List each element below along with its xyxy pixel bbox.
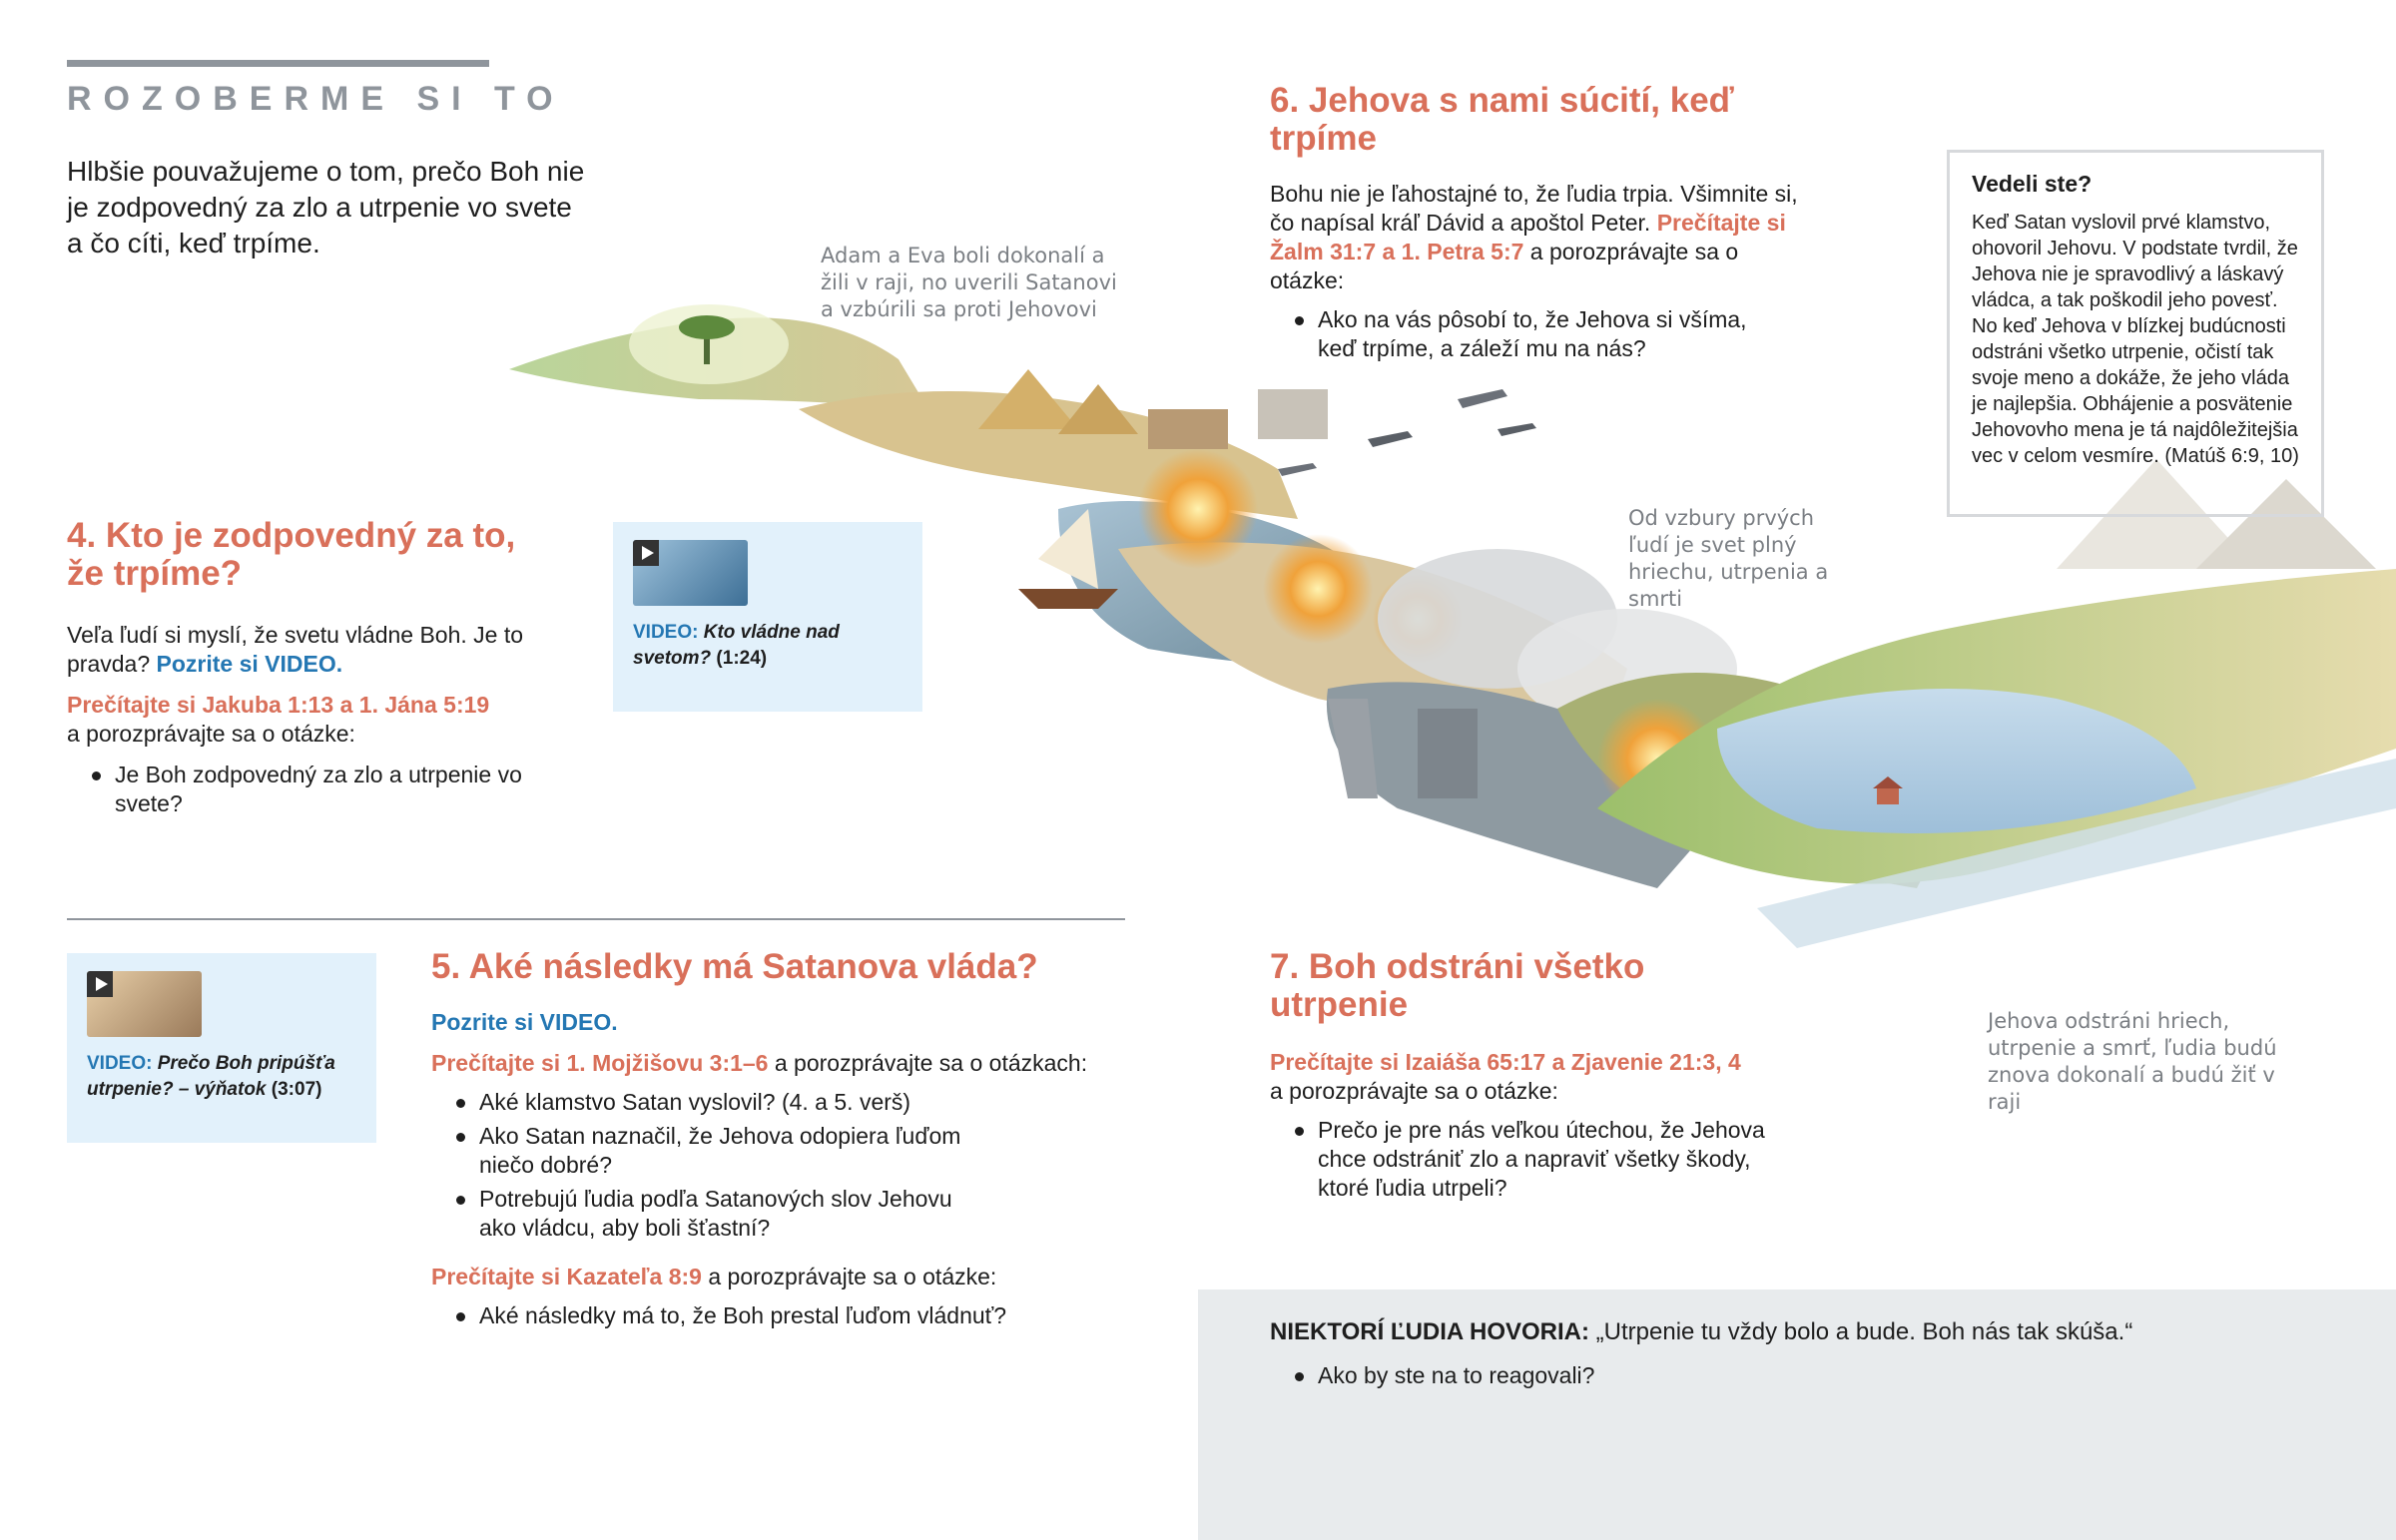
some-people-say-questions [1270,1361,2168,1395]
video-card-section-4[interactable] [613,522,922,712]
question-item: Ako na vás pôsobí to, že Jehova si všíma, keď trpíme, a záleží mu na nás? [1270,305,1769,363]
some-people-say-line [1270,1317,2368,1346]
section-6-reference[interactable]: Prečítajte si Žalm 31:7 a 1. Petra 5:7 [1270,210,1786,264]
did-you-know-title: Vedeli ste? [1972,171,2093,197]
did-you-know-body: Keď Satan vyslovil prvé klamstvo, ohovoril Jehovu. V podstate tvrdil, že Jehova nie je spravodlivý a láskavý vládca, a tak poškodil jeho povesť. No keď Jehova v blízkej budúcnosti odstráni všetko utrpenie, očistí tak svoje meno a dokáže, že jeho vláda je najlepšia. Obhájenie a posvätenie Jehovovho mena je tá najdôležitejšia vec v celom vesmíre. (Matúš 6:9, 10) [1972,212,2299,467]
section-6-questions [1270,305,1769,363]
header-rule [67,60,489,67]
video-caption: VIDEO: Kto vládne nad svetom? (1:24) [633,622,840,669]
question-item: Je Boh zodpovedný za zlo a utrpenie vo svete? [67,761,526,818]
section-5-reading-2: Prečítajte si Kazateľa 8:9 a porozprávajte sa o otázke: [431,1264,997,1289]
section-4-video-link[interactable]: Pozrite si VIDEO. [156,651,343,677]
question-item: Ako by ste na to reagovali? [1270,1361,2168,1390]
section-5-reference-2[interactable]: Prečítajte si Kazateľa 8:9 [431,1264,702,1289]
video-thumbnail[interactable] [633,540,748,606]
some-people-say-box [1198,1289,2396,1540]
play-icon[interactable] [633,540,659,566]
question-item: Potrebujú ľudia podľa Satanových slov Jehovu ako vládcu, aby boli šťastní? [431,1185,990,1243]
question-item: Aké následky má to, že Boh prestal ľuďom vládnuť? [431,1301,1130,1330]
section-5-reading-1: Prečítajte si 1. Mojžišovu 3:1–6 a porozprávajte sa o otázkach: [431,1050,1088,1076]
section-7 [1270,948,1789,1208]
section-4-questions [67,761,526,818]
section-4-text: Veľa ľudí si myslí, že svetu vládne Boh. Je to pravda? Pozrite si VIDEO. [67,622,524,677]
caption-adam-eve: Adam a Eva boli dokonalí a žili v raji, no uverili Satanovi a vzbúrili sa proti Jehovovi [821,244,1117,321]
section-eyebrow: ROZOBERME SI TO [67,80,565,118]
section-6-text: Bohu nie je ľahostajné to, že ľudia trpia. Všimnite si, čo napísal kráľ Dávid a apoštol Peter. Prečítajte si Žalm 31:7 a 1. Petra 5:7 a porozprávajte sa o otázke: [1270,181,1798,293]
section-6-title: 6. Jehova s nami súcití, keď trpíme [1270,81,1734,158]
section-5-questions-1 [431,1088,990,1243]
intro-text: Hlbšie pouvažujeme o tom, prečo Boh nie je zodpovedný za zlo a utrpenie vo svete a čo cíti, keď trpíme. [67,156,585,258]
section-7-reading: Prečítajte si Izaiáša 65:17 a Zjavenie 21:3, 4 a porozprávajte sa o otázke: [1270,1049,1741,1104]
some-people-say-quote: „Utrpenie tu vždy bolo a bude. Boh nás tak skúša.“ [1589,1318,2133,1345]
section-7-questions [1270,1116,1769,1203]
video-card-section-5[interactable] [67,953,376,1143]
section-6 [1270,82,1829,368]
section-7-reference[interactable]: Prečítajte si Izaiáša 65:17 a Zjavenie 21:3, 4 [1270,1049,1741,1075]
section-4-reference[interactable]: Prečítajte si Jakuba 1:13 a 1. Jána 5:19 [67,692,490,718]
some-people-say-label: NIEKTORÍ ĽUDIA HOVORIA: [1270,1318,1590,1345]
section-4-title: 4. Kto je zodpovedný za to, že trpíme? [67,516,516,593]
play-icon[interactable] [87,971,113,997]
question-item: Aké klamstvo Satan vyslovil? (4. a 5. verš) [431,1088,990,1117]
section-7-title: 7. Boh odstráni všetko utrpenie [1270,947,1645,1024]
section-divider [67,918,1125,920]
caption-rebellion: Od vzbury prvých ľudí je svet plný hriechu, utrpenia a smrti [1628,506,1829,611]
section-5-video-link[interactable]: Pozrite si VIDEO. [431,1009,618,1035]
section-5-video-line [431,1008,1130,1037]
section-4 [67,517,526,823]
caption-paradise: Jehova odstráni hriech, utrpenie a smrť, ľudia budú znova dokonalí a budú žiť v raji [1988,1009,2277,1114]
video-caption: VIDEO: Prečo Boh pripúšťa utrpenie? – výňatok (3:07) [87,1053,335,1100]
section-5-reference-1[interactable]: Prečítajte si 1. Mojžišovu 3:1–6 [431,1050,769,1076]
video-thumbnail[interactable] [87,971,202,1037]
section-5-title: 5. Aké následky má Satanova vláda? [431,947,1038,986]
section-5 [431,948,1130,1335]
section-4-reading: Prečítajte si Jakuba 1:13 a 1. Jána 5:19 a porozprávajte sa o otázke: [67,692,490,747]
section-5-questions-2 [431,1301,1130,1330]
did-you-know-box [1947,150,2324,517]
question-item: Ako Satan naznačil, že Jehova odopiera ľuďom niečo dobré? [431,1122,990,1180]
question-item: Prečo je pre nás veľkou útechou, že Jehova chce odstrániť zlo a napraviť všetky škody, ktoré ľudia utrpeli? [1270,1116,1769,1203]
